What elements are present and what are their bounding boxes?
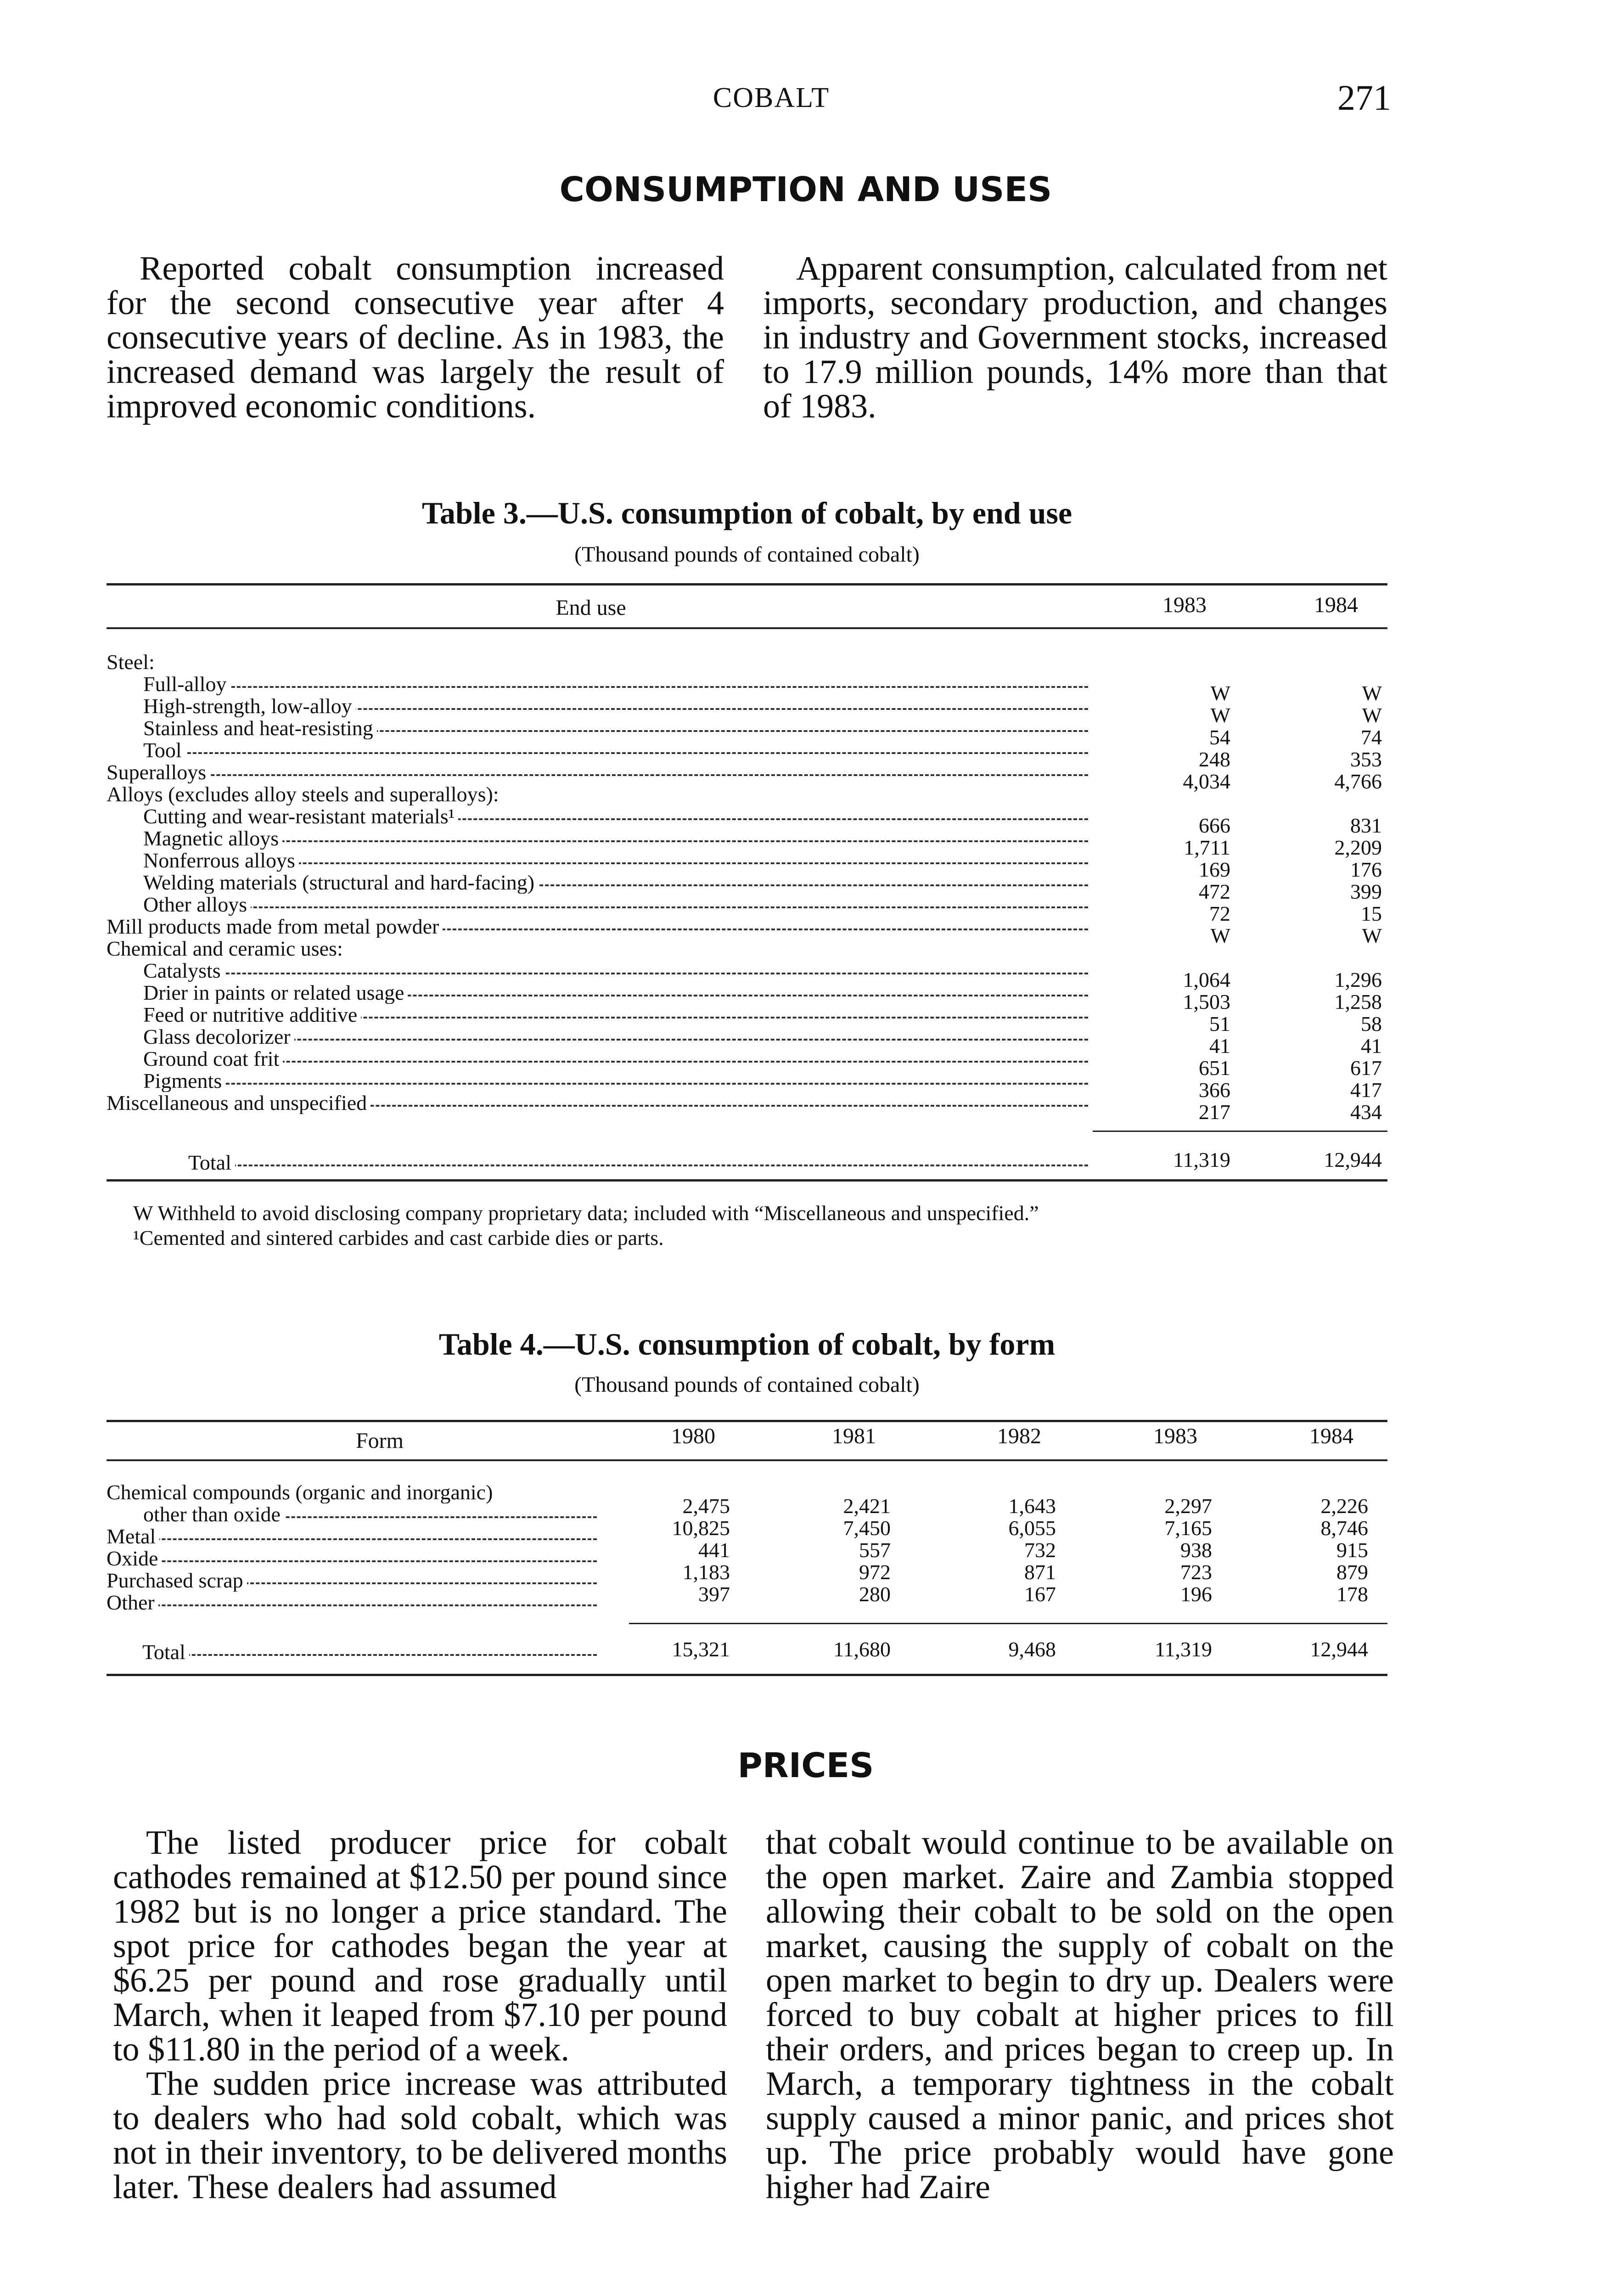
table3-cell-1983: 217 [1199,1100,1230,1124]
table3-row-label-text: Cutting and wear-resistant materials¹ [143,805,458,827]
table3-row-label-text: Mill products made from metal powder [107,916,443,938]
table3-cell-1983: 51 [1209,1012,1230,1035]
table3-year-1983: 1983 [1162,593,1207,617]
table4-cell-1983: 938 [1180,1538,1212,1562]
table4-col-label: Form [355,1429,404,1453]
table4-cell-1984: 879 [1336,1560,1368,1584]
table4-cell-1984: 2,226 [1320,1494,1368,1518]
table3-cell-1983: 41 [1209,1034,1230,1058]
table3-row-label-text: Catalysts [143,960,225,982]
table4-sum-rule [629,1623,1387,1624]
table3-row-label-text: Other alloys [143,894,251,916]
table4-cell-1983: 723 [1180,1560,1212,1584]
table3-cell-1983: 666 [1199,814,1230,837]
table3-cell-1984: 353 [1350,748,1382,771]
running-title: COBALT [713,82,830,113]
table3-cell-1984: 1,296 [1334,968,1382,991]
table4-cell-1983: 7,165 [1164,1516,1212,1540]
table4-subtitle: (Thousand pounds of contained cobalt) [574,1373,920,1397]
table3-row-label-text: Drier in paints or related usage [143,982,408,1004]
table4-cell-1983: 196 [1180,1582,1212,1606]
table4-row-label [107,1525,597,1548]
table4-row-label-text: Oxide [107,1548,162,1570]
table3-cell-1984: 176 [1350,858,1382,881]
table4-year-1984: 1984 [1309,1424,1353,1448]
table3-row-label-text: Feed or nutritive additive [143,1004,361,1026]
table4-cell-1981: 280 [859,1582,891,1606]
table3-row-label-text: Miscellaneous and unspecified [107,1092,370,1114]
table3-cell-1984: 41 [1361,1034,1382,1058]
table3-cell-1984: 617 [1350,1056,1382,1080]
table4-year-1982: 1982 [997,1424,1041,1448]
table3-row-label-text: Full-alloy [143,673,230,695]
table3-total-1984: 12,944 [1324,1148,1382,1171]
table3-cell-1983: 1,503 [1183,990,1230,1013]
table4-cell-1984: 178 [1336,1582,1368,1606]
table4-row-label-text: Purchased scrap [107,1570,247,1592]
table3-row-label-text: Chemical and ceramic uses: [107,938,347,960]
table3-row-label-text: Pigments [143,1070,225,1092]
table4-total-1981: 11,680 [833,1638,891,1661]
table4-total-1984: 12,944 [1310,1638,1368,1661]
table4-row-label-text: other than oxide [143,1503,284,1525]
table4-row-label-text: Metal [107,1525,159,1548]
table4-cell-1984: 8,746 [1320,1516,1368,1540]
table3-cell-1983: W [1210,703,1230,727]
table4-cell-1982: 6,055 [1008,1516,1056,1540]
table3-cell-1983: 4,034 [1183,770,1230,793]
table3-cell-1984: 58 [1361,1012,1382,1035]
table4-leader-dots [107,1560,597,1562]
table4-total-1983: 11,319 [1155,1638,1212,1661]
table3-cell-1983: 72 [1209,902,1230,925]
consumption-right-paragraph: Apparent consumption, calculated from net imports, secondary production, and changes in industry and Government stocks, increased to 17.9 million pounds, 14% more than that of 1983. [763,250,1387,425]
table4-cell-1981: 7,450 [843,1516,891,1540]
table3-row-label-text: Nonferrous alloys [143,850,299,872]
table4-year-1981: 1981 [832,1424,876,1448]
table3-cell-1983: 1,064 [1183,968,1230,991]
table3-cell-1983: 1,711 [1184,836,1230,859]
table4-row-label [143,1503,597,1525]
table3-cell-1984: 417 [1350,1078,1382,1102]
table3-cell-1983: W [1210,681,1230,705]
table3-cell-1983: 472 [1199,880,1230,903]
table4-cell-1980: 1,183 [682,1560,730,1584]
table3-cell-1983: 651 [1199,1056,1230,1080]
table4-leader-dots [107,1604,597,1606]
table3-col-label: End use [556,596,626,620]
table3-cell-1983: 366 [1199,1078,1230,1102]
prices-right-column [766,1826,1394,2205]
table3-row-label-text: High-strength, low-alloy [143,695,356,717]
table3-cell-1984: W [1362,681,1382,705]
table3-cell-1983: 248 [1199,748,1230,771]
table4-title: Table 4.—U.S. consumption of cobalt, by form [438,1327,1055,1362]
table4-cell-1980: 397 [698,1582,730,1606]
table4-row-label-text: Chemical compounds (organic and inorganic) [107,1481,496,1503]
prices-left-column [113,1826,727,2205]
table3-total-1983: 11,319 [1173,1148,1230,1171]
table3-row-label-text: Ground coat frit [143,1048,283,1070]
table3-cell-1984: 74 [1361,726,1382,749]
table4-row-label-text: Other [107,1592,158,1614]
table4-total-1982: 9,468 [1008,1638,1056,1661]
table4-cell-1981: 2,421 [843,1494,891,1518]
section-heading-prices: PRICES [737,1746,874,1785]
table3-footnote-w: W Withheld to avoid disclosing company proprietary data; included with “Miscellaneous and unspecified.” [133,1201,1039,1225]
table3-row-label-text: Superalloys [107,761,210,783]
table3-footnote-1: ¹Cemented and sintered carbides and cast carbide dies or parts. [133,1226,664,1249]
table3-cell-1984: W [1362,924,1382,947]
table4-cell-1982: 167 [1024,1582,1056,1606]
table4-cell-1984: 915 [1336,1538,1368,1562]
prices-left-paragraph-1: The listed producer price for cobalt cathodes remained at $12.50 per pound since 1982 but is no longer a price standard. The spot price for cathodes began the year at $6.25 per pound and rose gradually until March, when it leaped from $7.10 per pound to $11.80 in the period of a week. [113,1824,727,2068]
consumption-left-paragraph: Reported cobalt consumption increased for the second consecutive year after 4 consecutive years of decline. As in 1983, the increased demand was largely the result of improved economic conditions. [107,250,724,425]
prices-right-paragraph: that cobalt would continue to be available on the open market. Zaire and Zambia stopped allowing their cobalt to be sold on the open market, causing the supply of cobalt on the open market to begin to dry up. Dealers were forced to buy cobalt at higher prices to fill their orders, and prices began to creep up. In March, a temporary tightness in the cobalt supply caused a minor panic, and prices shot up. The price probably would have gone higher had Zaire [766,1824,1394,2206]
table3-cell-1984: 15 [1361,902,1382,925]
table3-cell-1984: 399 [1350,880,1382,903]
table4-total-1980: 15,321 [672,1638,730,1661]
section-heading-consumption: CONSUMPTION AND USES [559,170,1052,209]
table3-row-label-text: Magnetic alloys [143,827,282,850]
table3-cell-1984: 1,258 [1334,990,1382,1013]
table3-row-label-text: Steel: [107,651,158,673]
table4-cell-1980: 441 [698,1538,730,1562]
table3-cell-1984: W [1362,703,1382,727]
table4-cell-1980: 10,825 [672,1516,730,1540]
table4-cell-1982: 732 [1024,1538,1056,1562]
table4-cell-1981: 557 [859,1538,891,1562]
table4-cell-1982: 871 [1024,1560,1056,1584]
table4-leader-dots [142,1654,597,1656]
table3-cell-1984: 4,766 [1334,770,1382,793]
table4-row-label [107,1548,597,1570]
table4-cell-1982: 1,643 [1008,1494,1056,1518]
table4-total-text: Total [142,1641,189,1663]
table4-row-label [107,1481,597,1503]
table4-bottom-rule [107,1674,1387,1676]
prices-left-paragraph-2: The sudden price increase was attributed to dealers who had sold cobalt, which was not in their inventory, to be delivered months later. These dealers had assumed [113,2065,727,2206]
table4-row-label [107,1592,597,1614]
table3-row-label-text: Tool [143,739,185,761]
table4-leader-dots [107,1538,597,1540]
table3-row-label-text: Stainless and heat-resisting [143,717,377,739]
table3-cell-1983: 54 [1209,726,1230,749]
table4-year-1983: 1983 [1153,1424,1197,1448]
table3-year-1984: 1984 [1314,593,1358,617]
table3-total-text: Total [188,1152,235,1174]
table3-title: Table 3.—U.S. consumption of cobalt, by end use [421,495,1072,530]
table4-year-1980: 1980 [671,1424,715,1448]
table3-row-label-text: Welding materials (structural and hard-facing) [143,872,538,894]
table3-row-label-text: Alloys (excludes alloy steels and superalloys): [107,783,503,805]
table3-cell-1983: 169 [1199,858,1230,881]
table3-cell-1983: W [1210,924,1230,947]
table3-cell-1984: 2,209 [1334,836,1382,859]
table4-cell-1981: 972 [859,1560,891,1584]
table3-cell-1984: 831 [1350,814,1382,837]
table3-row-label-text: Glass decolorizer [143,1026,294,1048]
table4-row-label [107,1570,597,1592]
table4-total-label [142,1641,597,1663]
table4-cell-1983: 2,297 [1164,1494,1212,1518]
table4-cell-1980: 2,475 [682,1494,730,1518]
table3-subtitle: (Thousand pounds of contained cobalt) [574,542,920,567]
page-number: 271 [1337,78,1391,118]
table3-cell-1984: 434 [1350,1100,1382,1124]
